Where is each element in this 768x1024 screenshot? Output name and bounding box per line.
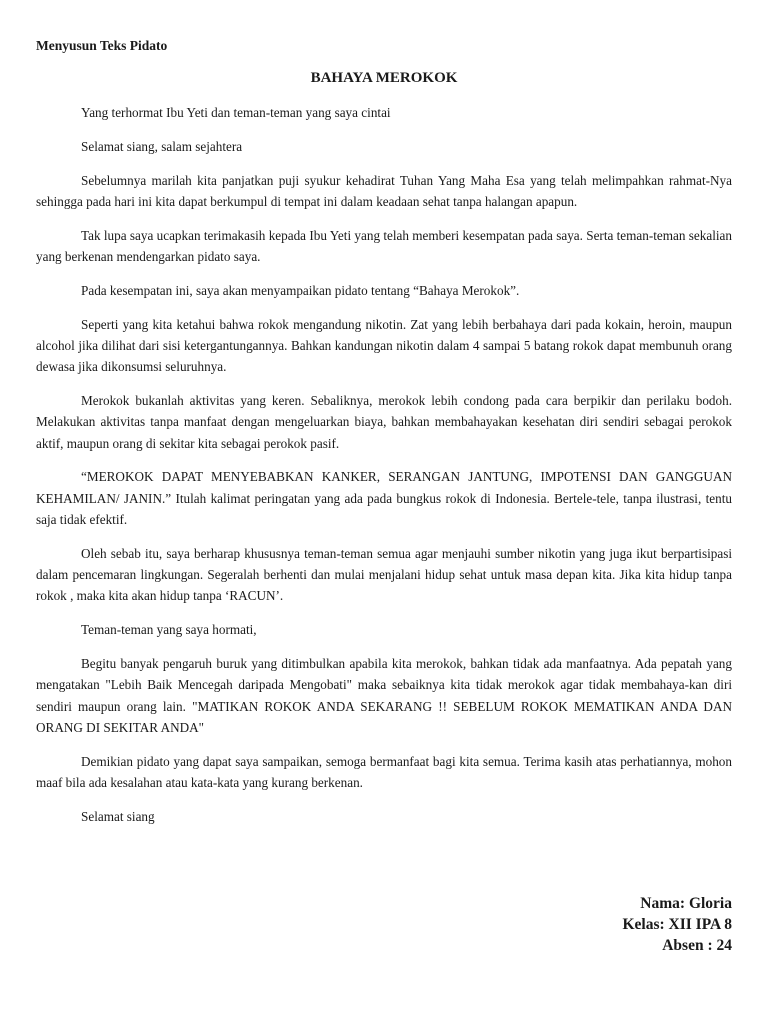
signature-block bbox=[622, 893, 732, 956]
paragraph-thanks: Tak lupa saya ucapkan terimakasih kepada Ibu Yeti yang telah memberi kesempatan pada saya. Serta teman-teman sekalian yang berkenan mendengarkan pidato saya. bbox=[36, 227, 732, 264]
signature-class: Kelas: XII IPA 8 bbox=[622, 916, 732, 933]
signature-absen: Absen : 24 bbox=[662, 937, 732, 954]
signature-name: Nama: Gloria bbox=[640, 895, 732, 912]
paragraph-closing: Demikian pidato yang dapat saya sampaikan, semoga bermanfaat bagi kita semua. Terima kasih atas perhatiannya, mohon maaf bila ada kesalahan atau kata-kata yang kurang berkenan. bbox=[36, 753, 732, 790]
paragraph-topic: Pada kesempatan ini, saya akan menyampaikan pidato tentang “Bahaya Merokok”. bbox=[81, 282, 520, 298]
speech-title: BAHAYA MEROKOK bbox=[310, 70, 458, 86]
paragraph-nicotine: Seperti yang kita ketahui bahwa rokok mengandung nikotin. Zat yang lebih berbahaya dari pada kokain, heroin, maupun alcohol jika dilihat dari sisi ketergantungannya. Bahkan kandungan nikotin dalam 4 sampai 5 batang rokok dapat membunuh orang dewasa jika dikonsumsi seluruhnya. bbox=[36, 316, 732, 375]
paragraph-influence: Begitu banyak pengaruh buruk yang ditimbulkan apabila kita merokok, bahkan tidak ada manfaatnya. Ada pepatah yang mengatakan "Lebih Baik Mencegah daripada Mengobati" maka sebaiknya kita tidak merokok agar tidak membahaya-kan diri sendiri maupun orang lain. "MATIKAN ROKOK ANDA SEKARANG !! SEBELUM ROKOK MEMATIKAN ANDA DAN ORANG DI SEKITAR ANDA" bbox=[36, 655, 732, 735]
paragraph-not-cool: Merokok bukanlah aktivitas yang keren. Sebaliknya, merokok lebih condong pada cara berpikir dan perilaku bodoh. Melakukan aktivitas tanpa manfaat dengan mengeluarkan biaya, bahkan membahayakan kesehatan diri sendiri sebagai perokok aktif, maupun orang di sekitar kita sebagai perokok pasif. bbox=[36, 392, 732, 451]
paragraph-hope: Oleh sebab itu, saya berharap khususnya teman-teman semua agar menjauhi sumber nikotin yang juga ikut berpartisipasi dalam pencemaran lingkungan. Segeralah berhenti dan mulai menjalani hidup sehat untuk masa depan kita. Jika kita hidup tanpa rokok , maka kita akan hidup tanpa ‘RACUN’. bbox=[36, 545, 732, 604]
paragraph-address: Teman-teman yang saya hormati, bbox=[81, 622, 257, 638]
paragraph-farewell: Selamat siang bbox=[81, 808, 155, 824]
document-page bbox=[36, 36, 732, 840]
paragraph-salutation: Selamat siang, salam sejahtera bbox=[81, 138, 243, 154]
paragraph-gratitude: Sebelumnya marilah kita panjatkan puji syukur kehadirat Tuhan Yang Maha Esa yang telah melimpahkan rahmat-Nya sehingga pada hari ini kita dapat berkumpul di tempat ini dalam keadaan sehat tanpa halangan apapun. bbox=[36, 172, 732, 209]
document-label: Menyusun Teks Pidato bbox=[36, 38, 168, 53]
paragraph-greeting: Yang terhormat Ibu Yeti dan teman-teman yang saya cintai bbox=[81, 105, 391, 120]
paragraph-warning: “MEROKOK DAPAT MENYEBABKAN KANKER, SERANGAN JANTUNG, IMPOTENSI DAN GANGGUAN KEHAMILAN/ JANIN.” Itulah kalimat peringatan yang ada pada bungkus rokok di Indonesia. Bertele-tele, tanpa ilustrasi, tentu saja tidak efektif. bbox=[36, 469, 732, 527]
